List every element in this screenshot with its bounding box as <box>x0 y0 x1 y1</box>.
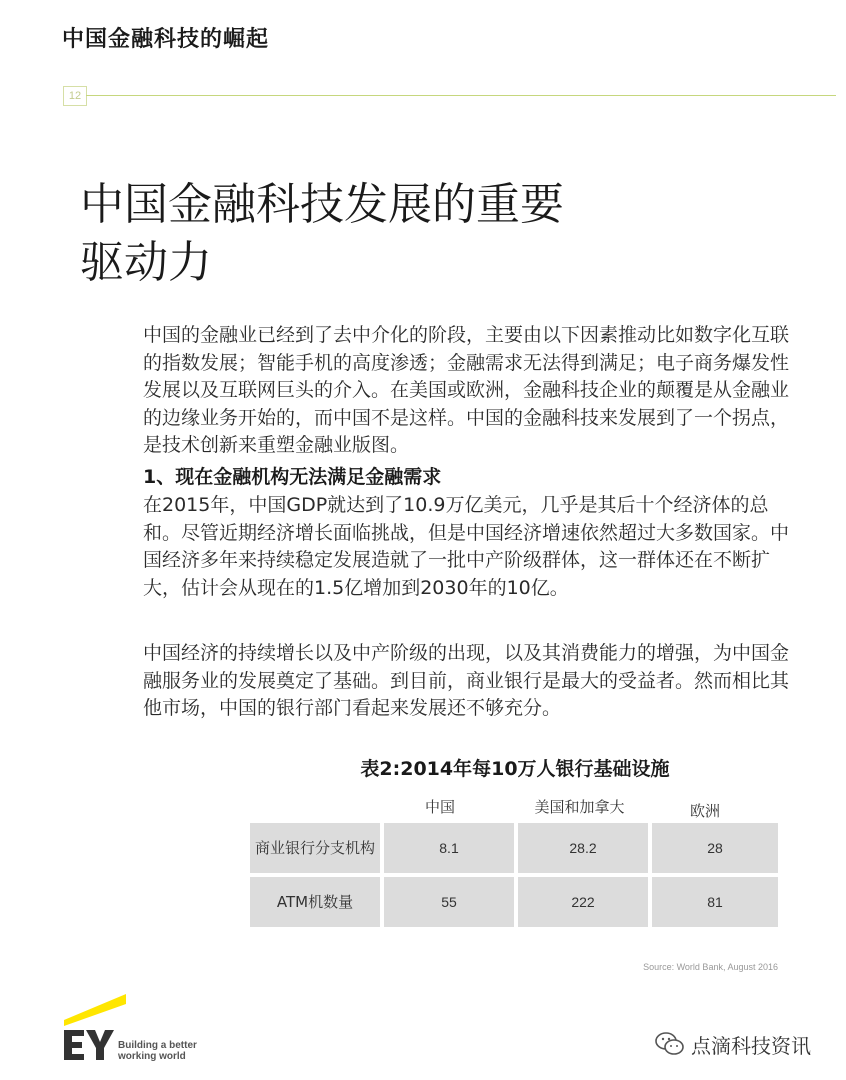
table-row <box>250 877 778 931</box>
paragraph-1: 中国的金融业已经到了去中介化的阶段，主要由以下因素推动比如数字化互联的指数发展；智能手机的高度渗透；金融需求无法得到满足；电子商务爆发性发展以及互联网巨头的介入。在美国或欧洲，金融科技企业的颠覆是从金融业的边缘业务开始的，而中国不是这样。中国的金融科技来发展到了一个拐点，是技术创新来重塑金融业版图。 <box>143 324 790 456</box>
column-header-china: 中国 <box>424 798 455 816</box>
table-cell: 28 <box>652 823 778 877</box>
row-label-branches: 商业银行分支机构 <box>250 823 384 877</box>
section-title <box>80 176 640 292</box>
header-divider <box>86 95 836 96</box>
source-note: Source: World Bank, August 2016 <box>643 962 778 972</box>
document-header-title: 中国金融科技的崛起 <box>62 27 270 52</box>
row-label-atm: ATM机数量 <box>250 877 384 931</box>
table-cell: 55 <box>384 877 518 931</box>
page-number: 12 <box>63 86 87 106</box>
column-header-us-canada: 美国和加拿大 <box>534 798 625 816</box>
table-cell: 8.1 <box>384 823 518 877</box>
subheading: 1、现在金融机构无法满足金融需求 <box>143 466 442 488</box>
ey-tagline-line-2: working world <box>118 1051 186 1062</box>
table-row <box>250 823 778 877</box>
section-title-line-2: 驱动力 <box>80 237 212 288</box>
watermark-text: 点滴科技资讯 <box>691 1033 811 1058</box>
ey-tagline-line-1: Building a better <box>118 1040 197 1051</box>
watermark <box>655 1030 811 1058</box>
ey-tagline <box>118 1040 197 1062</box>
table-title: 表2:2014年每10万人银行基础设施 <box>360 758 670 780</box>
table-cell: 81 <box>652 877 778 931</box>
table-cell: 28.2 <box>518 823 652 877</box>
table-cell: 222 <box>518 877 652 931</box>
paragraph-2: 在2015年，中国GDP就达到了10.9万亿美元，几乎是其后十个经济体的总和。尽管近期经济增长面临挑战，但是中国经济增速依然超过大多数国家。中国经济多年来持续稳定发展造就了一批中产阶级群体，这一群体还在不断扩大，估计会从现在的1.5亿增加到2030年的10亿。 <box>143 494 790 599</box>
section-title-line-1: 中国金融科技发展的重要 <box>80 179 564 230</box>
wechat-icon <box>655 1031 685 1057</box>
bank-infrastructure-table <box>250 823 778 931</box>
column-header-europe: 欧洲 <box>689 802 720 820</box>
paragraph-3: 中国经济的持续增长以及中产阶级的出现，以及其消费能力的增强，为中国金融服务业的发展奠定了基础。到目前，商业银行是最大的受益者。然而相比其他市场，中国的银行部门看起来发展还不够充分。 <box>143 642 790 719</box>
